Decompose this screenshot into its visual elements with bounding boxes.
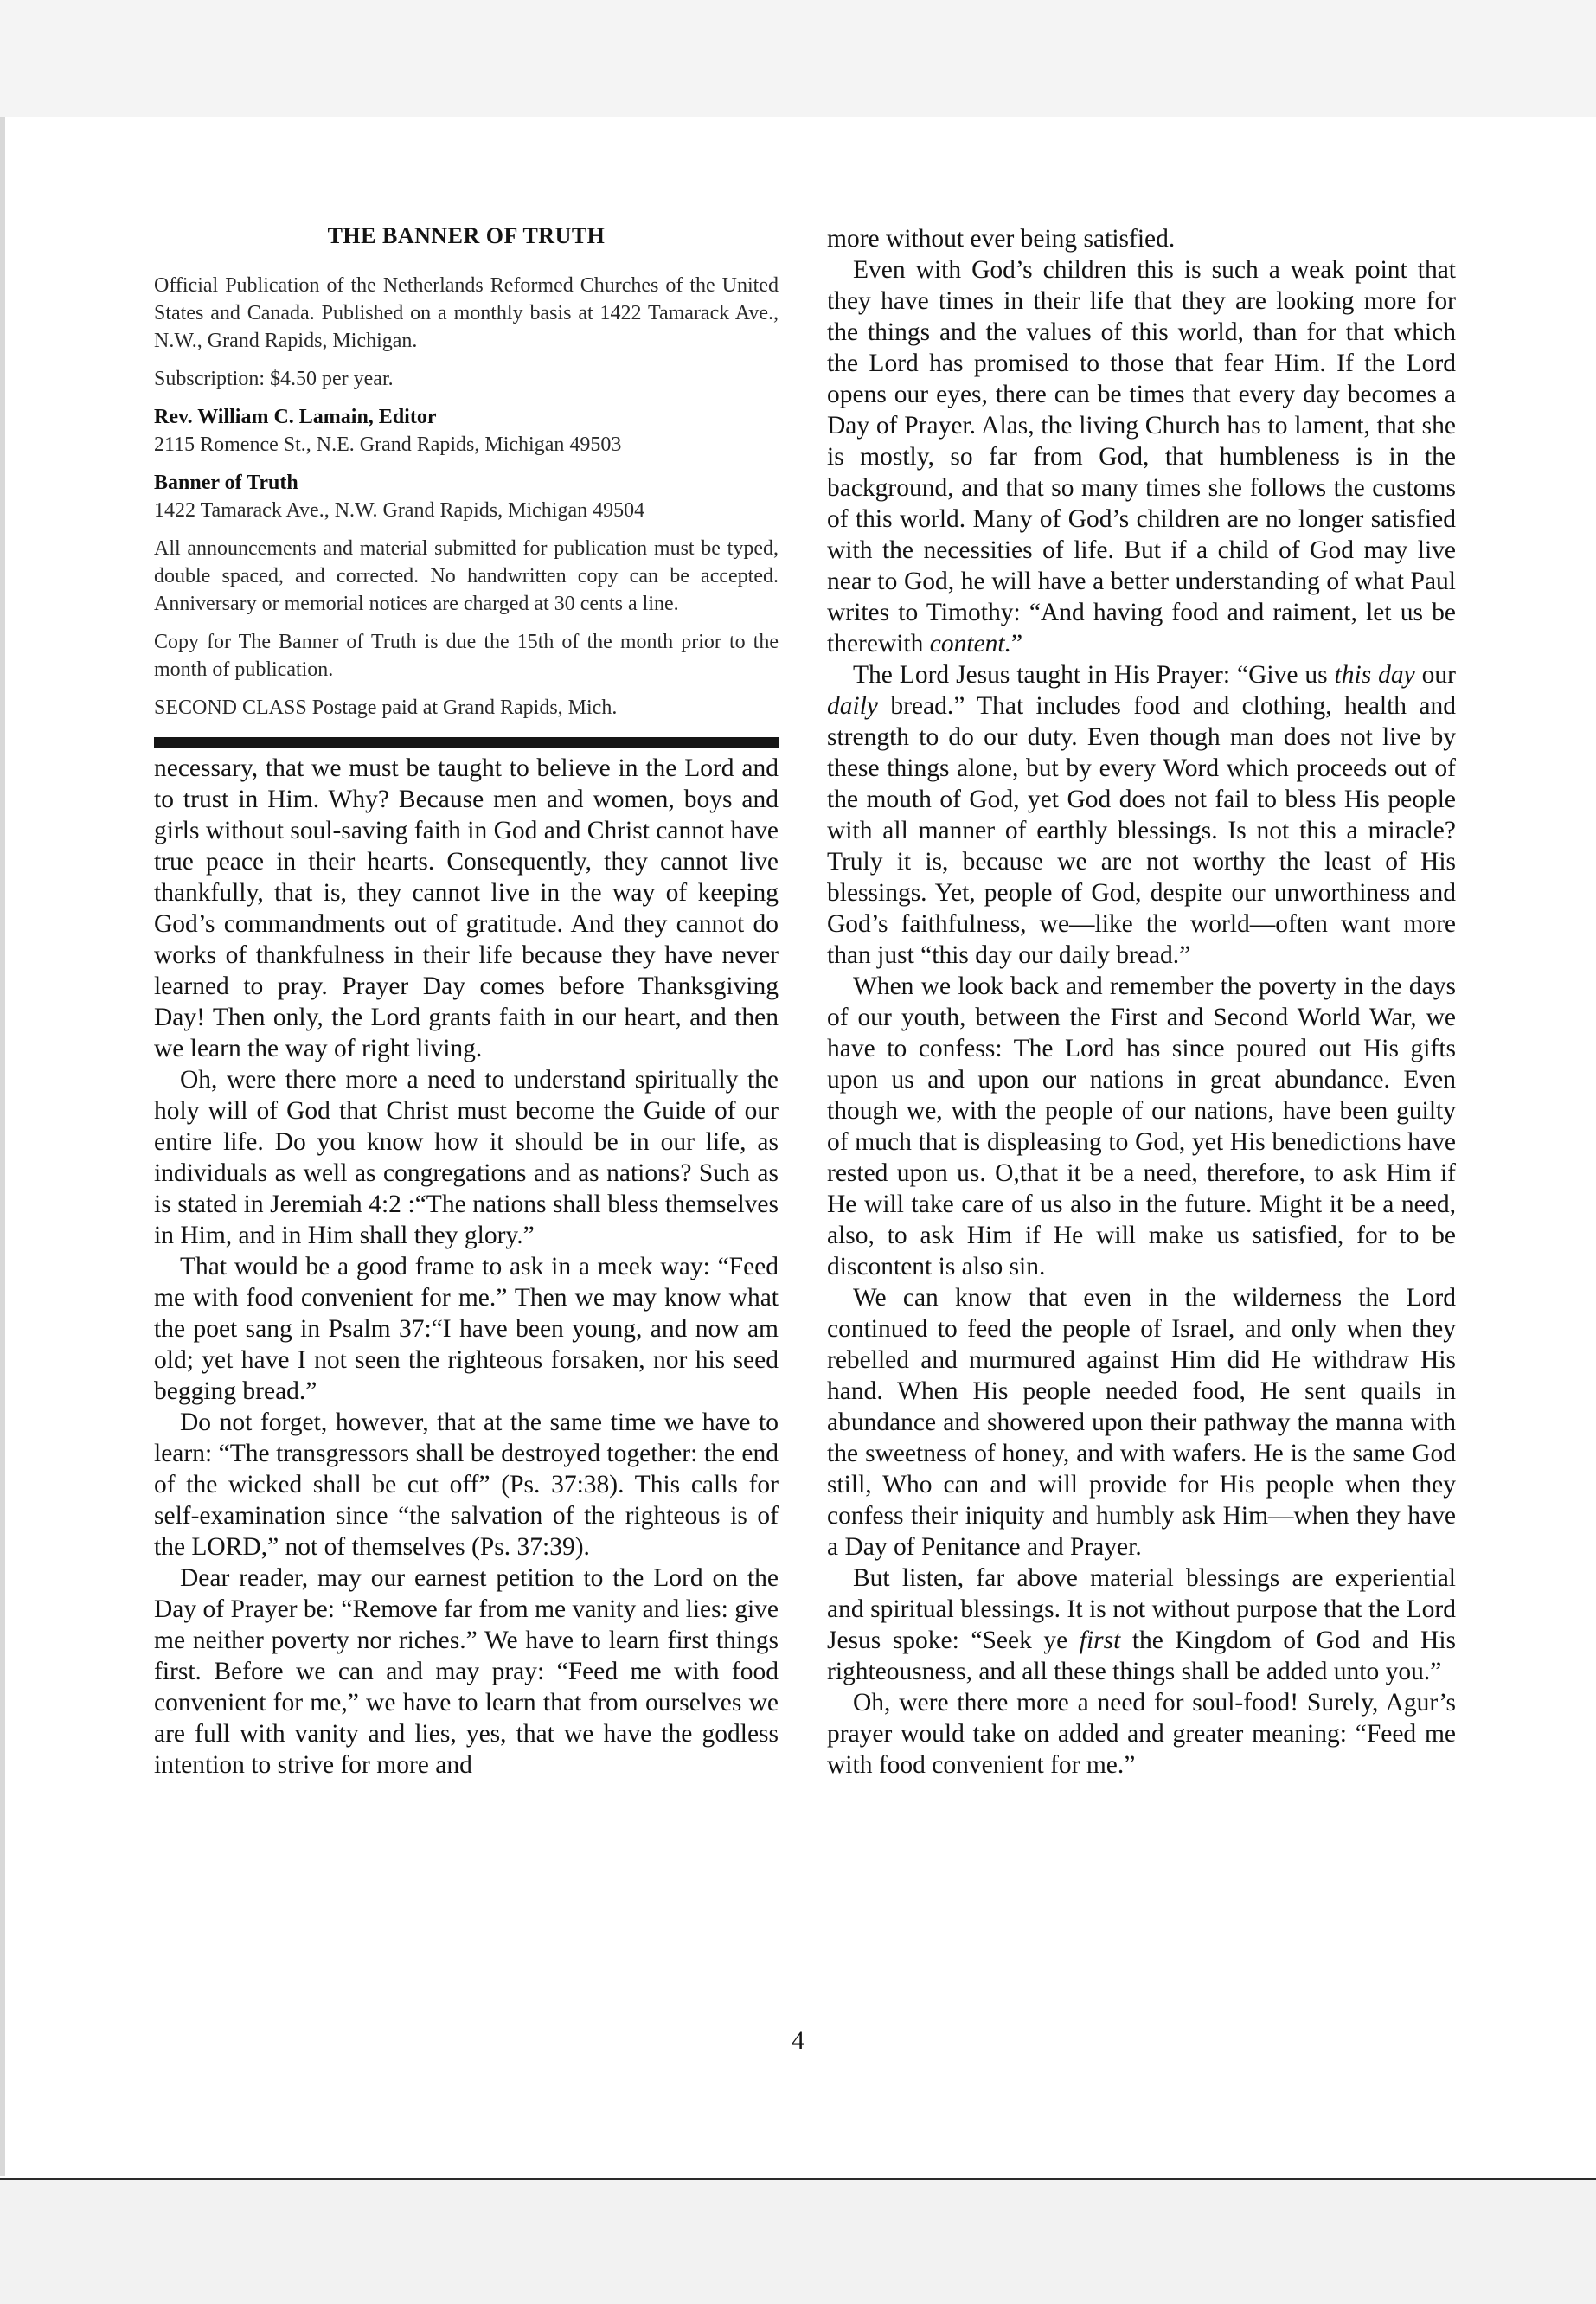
editor-info bbox=[154, 403, 779, 459]
paragraph: Do not forget, however, that at the same time we have to learn: “The transgressors shall be destroyed together: the end of the wicked shall be cut off” (Ps. 37:38). This calls for self-examination since “the salvation of the righteous is of the LORD,” not of themselves (Ps. 37:39). bbox=[154, 1409, 779, 1561]
right-article-text bbox=[827, 223, 1456, 1781]
copy-deadline: Copy for The Banner of Truth is due the 15th of the month prior to the month of publication. bbox=[154, 631, 779, 681]
paragraph: Dear reader, may our earnest petition to the Lord on the Day of Prayer be: “Remove far from me vanity and lies: give me neither poverty nor riches.” We have to learn first things first. Before we can and may pray: “Feed me with food convenient for me,” we have to learn that from ourselves we are full with vanity and lies, yes, that we have the godless intention to strive for more and bbox=[154, 1564, 779, 1779]
scan-bottom-margin bbox=[0, 2178, 1596, 2304]
masthead-divider bbox=[154, 737, 779, 748]
paragraph: more without ever being satisfied. bbox=[827, 225, 1176, 253]
masthead-title: THE BANNER OF TRUTH bbox=[327, 223, 606, 248]
paragraph: We can know that even in the wilderness the Lord continued to feed the people of Israel, and only when they rebelled and murmured against Him did He withdraw His hand. When His people needed food, He sent quails in abundance and showered upon their pathway the manna with the sweetness of honey, and with wafers. He is the same God still, Who can and will provide for His people when they confess their iniquity and humbly ask Him—when they have a Day of Penitance and Prayer. bbox=[827, 1284, 1456, 1561]
left-article-text bbox=[154, 753, 779, 1781]
left-column bbox=[154, 216, 779, 1781]
emphasis: daily bbox=[827, 692, 878, 720]
paragraph: Even with God’s children this is such a weak point that they have times in their life that they are looking more for the things and the values of this world, than for that which the Lord has promised to those that fear Him. If the Lord opens our eyes, there can be times that every day becomes a Day of Prayer. Alas, the living Church has to lament, that she is mostly, so far from God, that humbleness is in the background, and that so many times she follows the customs of this world. Many of God’s children are no longer satisfied with the necessities of life. But if a child of God may live near to God, he will have a better understanding of what Paul writes to Timothy: “And having food and raiment, let us be therewith content.” bbox=[827, 256, 1456, 658]
paragraph: necessary, that we must be taught to believe in the Lord and to trust in Him. Why? Because men and women, boys and girls without soul-saving faith in God and Christ cannot have true peace in their hearts. Consequently, they cannot live thankfully, that is, they cannot live in the way of keeping God’s commandments out of gratitude. And they cannot do works of thankfulness in their life because they have never learned to pray. Prayer Day comes before Thanksgiving Day! Then only, the Lord grants faith in our heart, and then we learn the way of right living. bbox=[154, 754, 779, 1062]
scan-left-edge bbox=[0, 117, 5, 2176]
right-column bbox=[827, 223, 1456, 1781]
office-info bbox=[154, 469, 779, 524]
masthead-description: Official Publication of the Netherlands Reformed Churches of the United States and Canada. Published on a monthly basis at 1422 Tamarack Ave., N.W., Grand Rapids, Michigan. bbox=[154, 274, 779, 352]
emphasis: content. bbox=[929, 630, 1011, 658]
scan-top-margin bbox=[0, 0, 1596, 117]
postage-note: SECOND CLASS Postage paid at Grand Rapids, Mich. bbox=[154, 696, 618, 719]
page-number: 4 bbox=[792, 2026, 804, 2055]
emphasis: this day bbox=[1334, 661, 1415, 689]
editor-address: 2115 Romence St., N.E. Grand Rapids, Michigan 49503 bbox=[154, 433, 622, 456]
paragraph: Oh, were there more a need to understand spiritually the holy will of God that Christ must become the Guide of our entire life. Do you know how it should be in our life, as individuals as well as congregations and as nations? Such as is stated in Jeremiah 4:2 :“The nations shall bless themselves in Him, and in Him shall they glory.” bbox=[154, 1066, 779, 1249]
office-address: 1422 Tamarack Ave., N.W. Grand Rapids, Michigan 49504 bbox=[154, 499, 645, 522]
emphasis: first bbox=[1079, 1627, 1121, 1654]
paragraph: But listen, far above material blessings are experiential and spiritual blessings. It is not without purpose that the Lord Jesus spoke: “Seek ye first the Kingdom of God and His righteousness, and all these things shall be added unto you.” bbox=[827, 1564, 1456, 1685]
editor-name: Rev. William C. Lamain, Editor bbox=[154, 406, 437, 428]
paragraph: Oh, were there more a need for soul-food! Surely, Agur’s prayer would take on added and greater meaning: “Feed me with food convenient for me.” bbox=[827, 1689, 1456, 1779]
paragraph: The Lord Jesus taught in His Prayer: “Give us this day our daily bread.” That includes food and clothing, health and strength to do our duty. Even though man does not live by these things alone, but by every Word which proceeds out of the mouth of God, yet God does not fail to bless His people with all manner of earthly blessings. Is not this a miracle? Truly it is, because we are not worthy the least of His blessings. Yet, people of God, despite our unworthiness and God’s faithfulness, we—like the world—often want more than just “this day our daily bread.” bbox=[827, 661, 1456, 969]
submission-note: All announcements and material submitted for publication must be typed, double spaced, and corrected. No handwritten copy can be accepted. Anniversary or memorial notices are charged at 30 cents a line. bbox=[154, 537, 779, 615]
paragraph: That would be a good frame to ask in a meek way: “Feed me with food convenient for me.” Then we may know what the poet sang in Psalm 37:“I have been young, and now am old; yet have I not seen the righteous forsaken, nor his seed begging bread.” bbox=[154, 1253, 779, 1405]
paragraph: When we look back and remember the poverty in the days of our youth, between the First and Second World War, we have to confess: The Lord has since poured out His gifts upon us and upon our nations in great abundance. Even though we, with the people of our nations, have been guilty of much that is displeasing to God, yet His benedictions have rested upon us. O,that it be a need, therefore, to ask Him if He will take care of us also in the future. Might it be a need, also, to ask Him if He will make us satisfied, for to be discontent is also sin. bbox=[827, 972, 1456, 1280]
masthead bbox=[154, 223, 779, 722]
office-name: Banner of Truth bbox=[154, 472, 298, 494]
subscription-price: Subscription: $4.50 per year. bbox=[154, 368, 394, 390]
